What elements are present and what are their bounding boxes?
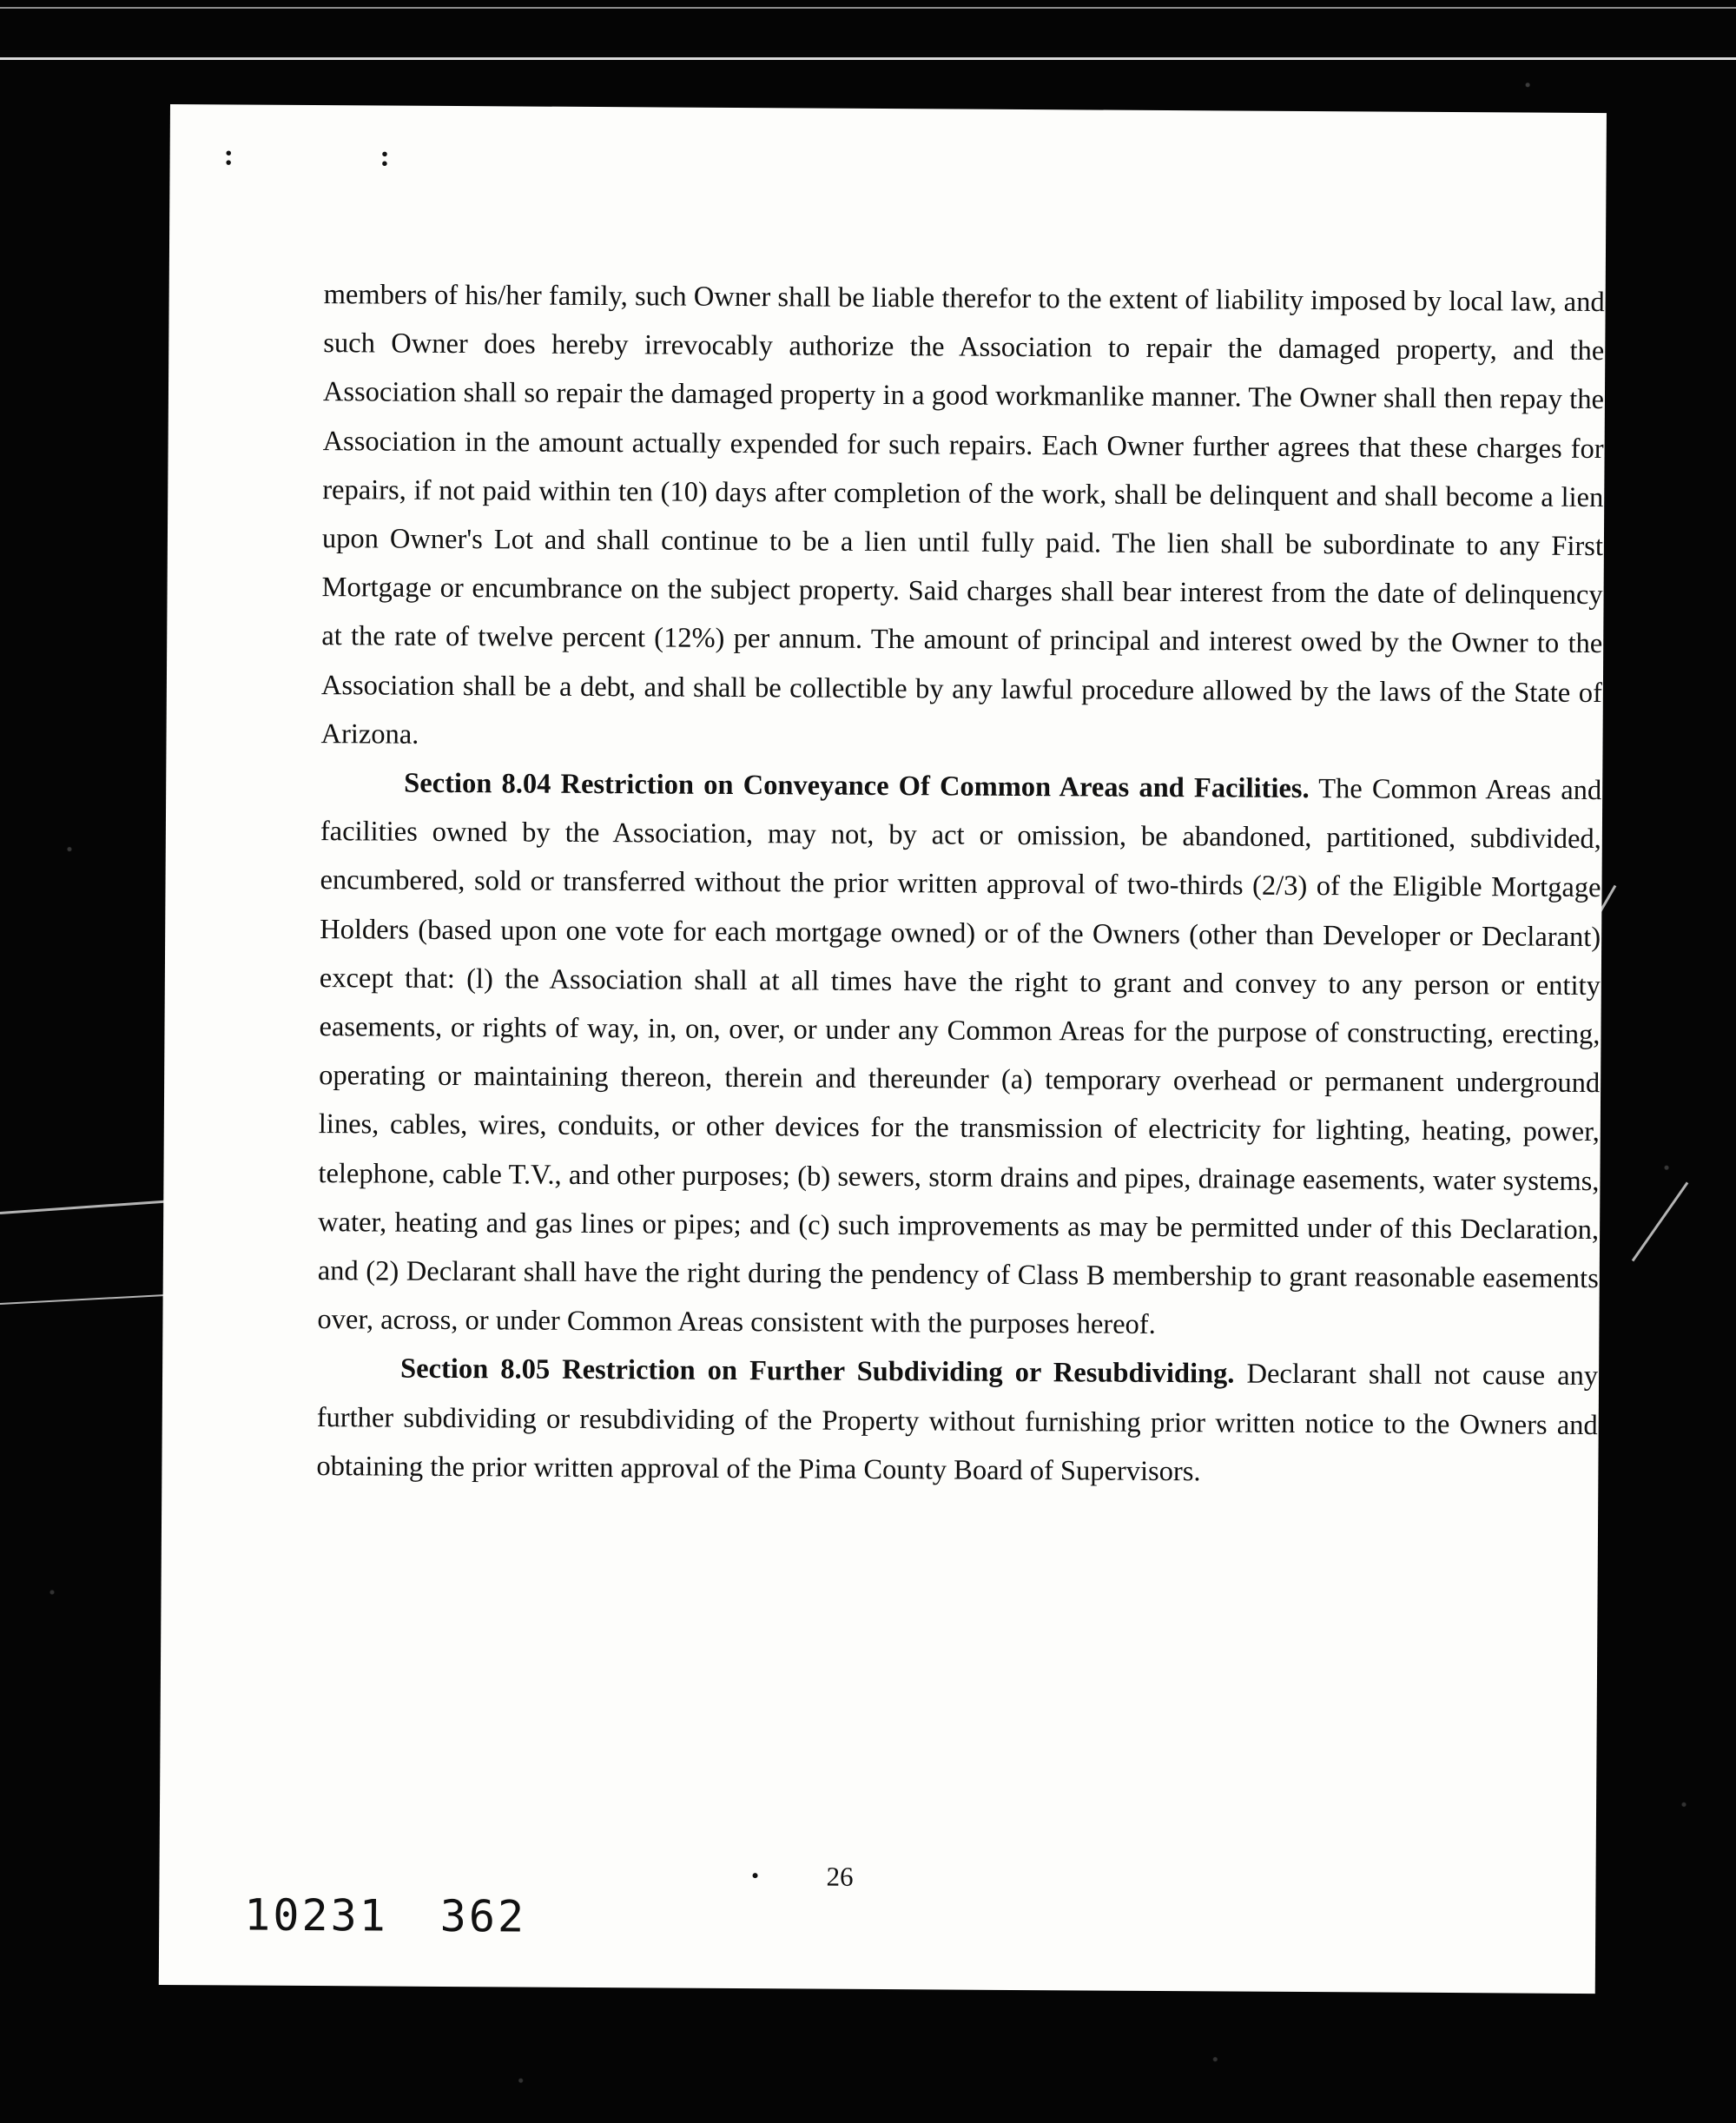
page-number: 26 (826, 1861, 854, 1892)
recording-stamp (244, 1890, 526, 1942)
paragraph-text: The Common Areas and facilities owned by the Association, may not, by act or omission, be abandoned, partitioned, subdivided, encumbered, sold or transferred without the prior written approval of two-thirds (2/3) of the Eligible Mortgage Holders (based upon one vote for each mortgage owned) or of the Owners (other than Developer or Declarant) except that: (l) the Association shall at all times have the right to grant and convey to any person or entity easements, or rights of way, in, on, over, or under any Common Areas for the purpose of constructing, erecting, operating or maintaining thereon, therein and thereunder (a) temporary overhead or permanent underground lines, cables, wires, conduits, or other devices for the transmission of electricity for lighting, heating, power, telephone, cable T.V., and other purposes; (b) sewers, storm drains and pipes, drainage easements, water systems, water, heating and gas lines or pipes; and (c) such improvements as may be permitted under of this Declaration, and (2) Declarant shall have the right during the pendency of Class B membership to grant reasonable easements over, across, or under Common Areas consistent with the purposes hereof. (317, 773, 1602, 1341)
scan-line (0, 57, 1736, 60)
paragraph-section-8-04 (317, 758, 1601, 1352)
body-text (316, 270, 1605, 1498)
docket-number: 10231 (244, 1889, 388, 1941)
stamp-page-number: 362 (439, 1890, 527, 1942)
section-heading: Section 8.04 Restriction on Conveyance Of Common Areas and Facilities. (404, 767, 1310, 805)
paragraph-section-8-05 (316, 1345, 1598, 1499)
paragraph-text: members of his/her family, such Owner shall be liable therefor to the extent of liability imposed by local law, and such Owner does hereby irrevocably authorize the Association to repair the damaged property, and the Association shall so repair the damaged property in a good workmanlike manner. The Owner shall then repay the Association in the amount actually expended for such repairs. Each Owner further agrees that these charges for repairs, if not paid within ten (10) days after completion of the work, shall be delinquent and shall become a lien upon Owner's Lot and shall continue to be a lien until fully paid. The lien shall be subordinate to any First Mortgage or encumbrance on the subject property. Said charges shall bear interest from the date of delinquency at the rate of twelve percent (12%) per annum. The amount of principal and interest owed by the Owner to the Association shall be a debt, and shall be collectible by any lawful procedure allowed by the laws of the State of Arizona. (320, 279, 1605, 751)
paragraph-continuation (320, 270, 1604, 766)
document-page (159, 104, 1607, 1994)
corner-marks: : : (223, 139, 459, 174)
scan-line (0, 7, 1736, 9)
paragraph-text: Declarant shall not cause any further subdividing or resubdividing of the Property without furnishing prior written notice to the Owners and obtaining the prior written approval of the Pima County Board of Supervisors. (316, 1358, 1599, 1488)
dot-mark (753, 1873, 758, 1878)
section-heading: Section 8.05 Restriction on Further Subdividing or Resubdividing. (400, 1353, 1235, 1390)
